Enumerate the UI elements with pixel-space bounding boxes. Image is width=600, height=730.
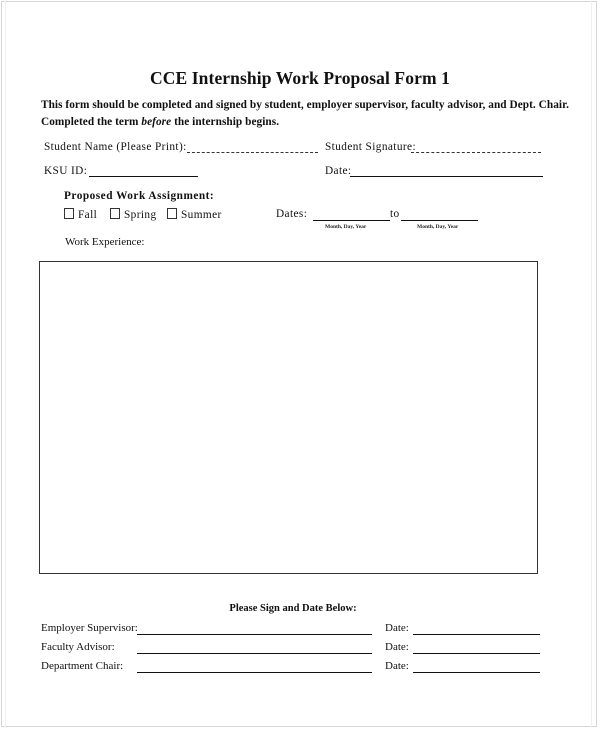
term-label: Spring: [124, 209, 157, 221]
student-date-label: Date:: [325, 165, 352, 177]
faculty-advisor-label: Faculty Advisor:: [41, 641, 115, 653]
intro-line-1: This form should be completed and signed by student, employer supervisor, faculty advisor, and Dept. Chair.: [41, 99, 570, 111]
student-signature-label: Student Signature:: [325, 141, 416, 153]
faculty-advisor-signature-field[interactable]: [137, 653, 372, 654]
signatures-heading: Please Sign and Date Below:: [229, 603, 357, 614]
checkbox-icon[interactable]: [167, 208, 177, 219]
employer-supervisor-date-label: Date:: [385, 622, 409, 634]
work-experience-label: Work Experience:: [65, 236, 145, 248]
start-date-field[interactable]: [313, 220, 390, 221]
form-title: CCE Internship Work Proposal Form 1: [150, 68, 450, 88]
student-date-field[interactable]: [350, 176, 543, 177]
employer-supervisor-signature-field[interactable]: [137, 634, 372, 635]
to-label: to: [390, 208, 400, 220]
department-chair-date-label: Date:: [385, 660, 409, 672]
term-label: Summer: [181, 209, 222, 221]
term-label: Fall: [78, 209, 98, 221]
checkbox-icon[interactable]: [110, 208, 120, 219]
dates-label: Dates:: [276, 208, 308, 220]
faculty-advisor-date-label: Date:: [385, 641, 409, 653]
employer-supervisor-label: Employer Supervisor:: [41, 622, 138, 634]
checkbox-icon[interactable]: [64, 208, 74, 219]
intro-line-2: [41, 116, 279, 128]
start-date-hint: Month, Day, Year: [325, 224, 367, 230]
end-date-field[interactable]: [401, 220, 478, 221]
term-checkbox-spring[interactable]: [110, 208, 157, 221]
student-name-field[interactable]: [187, 152, 318, 153]
term-checkbox-fall[interactable]: [64, 208, 97, 221]
student-signature-field[interactable]: [411, 152, 541, 153]
intro-text: Completed the term: [41, 116, 142, 128]
student-name-label: Student Name (Please Print):: [44, 141, 187, 153]
ksu-id-label: KSU ID:: [44, 165, 88, 177]
intro-text: the internship begins.: [171, 116, 280, 128]
term-checkbox-summer[interactable]: [167, 208, 222, 221]
end-date-hint: Month, Day, Year: [417, 224, 459, 230]
proposed-work-heading: Proposed Work Assignment:: [64, 190, 215, 202]
ksu-id-field[interactable]: [89, 176, 198, 177]
intro-emphasis: before: [141, 116, 172, 128]
department-chair-signature-field[interactable]: [137, 672, 372, 673]
department-chair-date-field[interactable]: [413, 672, 540, 673]
department-chair-label: Department Chair:: [41, 660, 124, 672]
employer-supervisor-date-field[interactable]: [413, 634, 540, 635]
faculty-advisor-date-field[interactable]: [413, 653, 540, 654]
work-experience-textarea[interactable]: [39, 261, 538, 574]
